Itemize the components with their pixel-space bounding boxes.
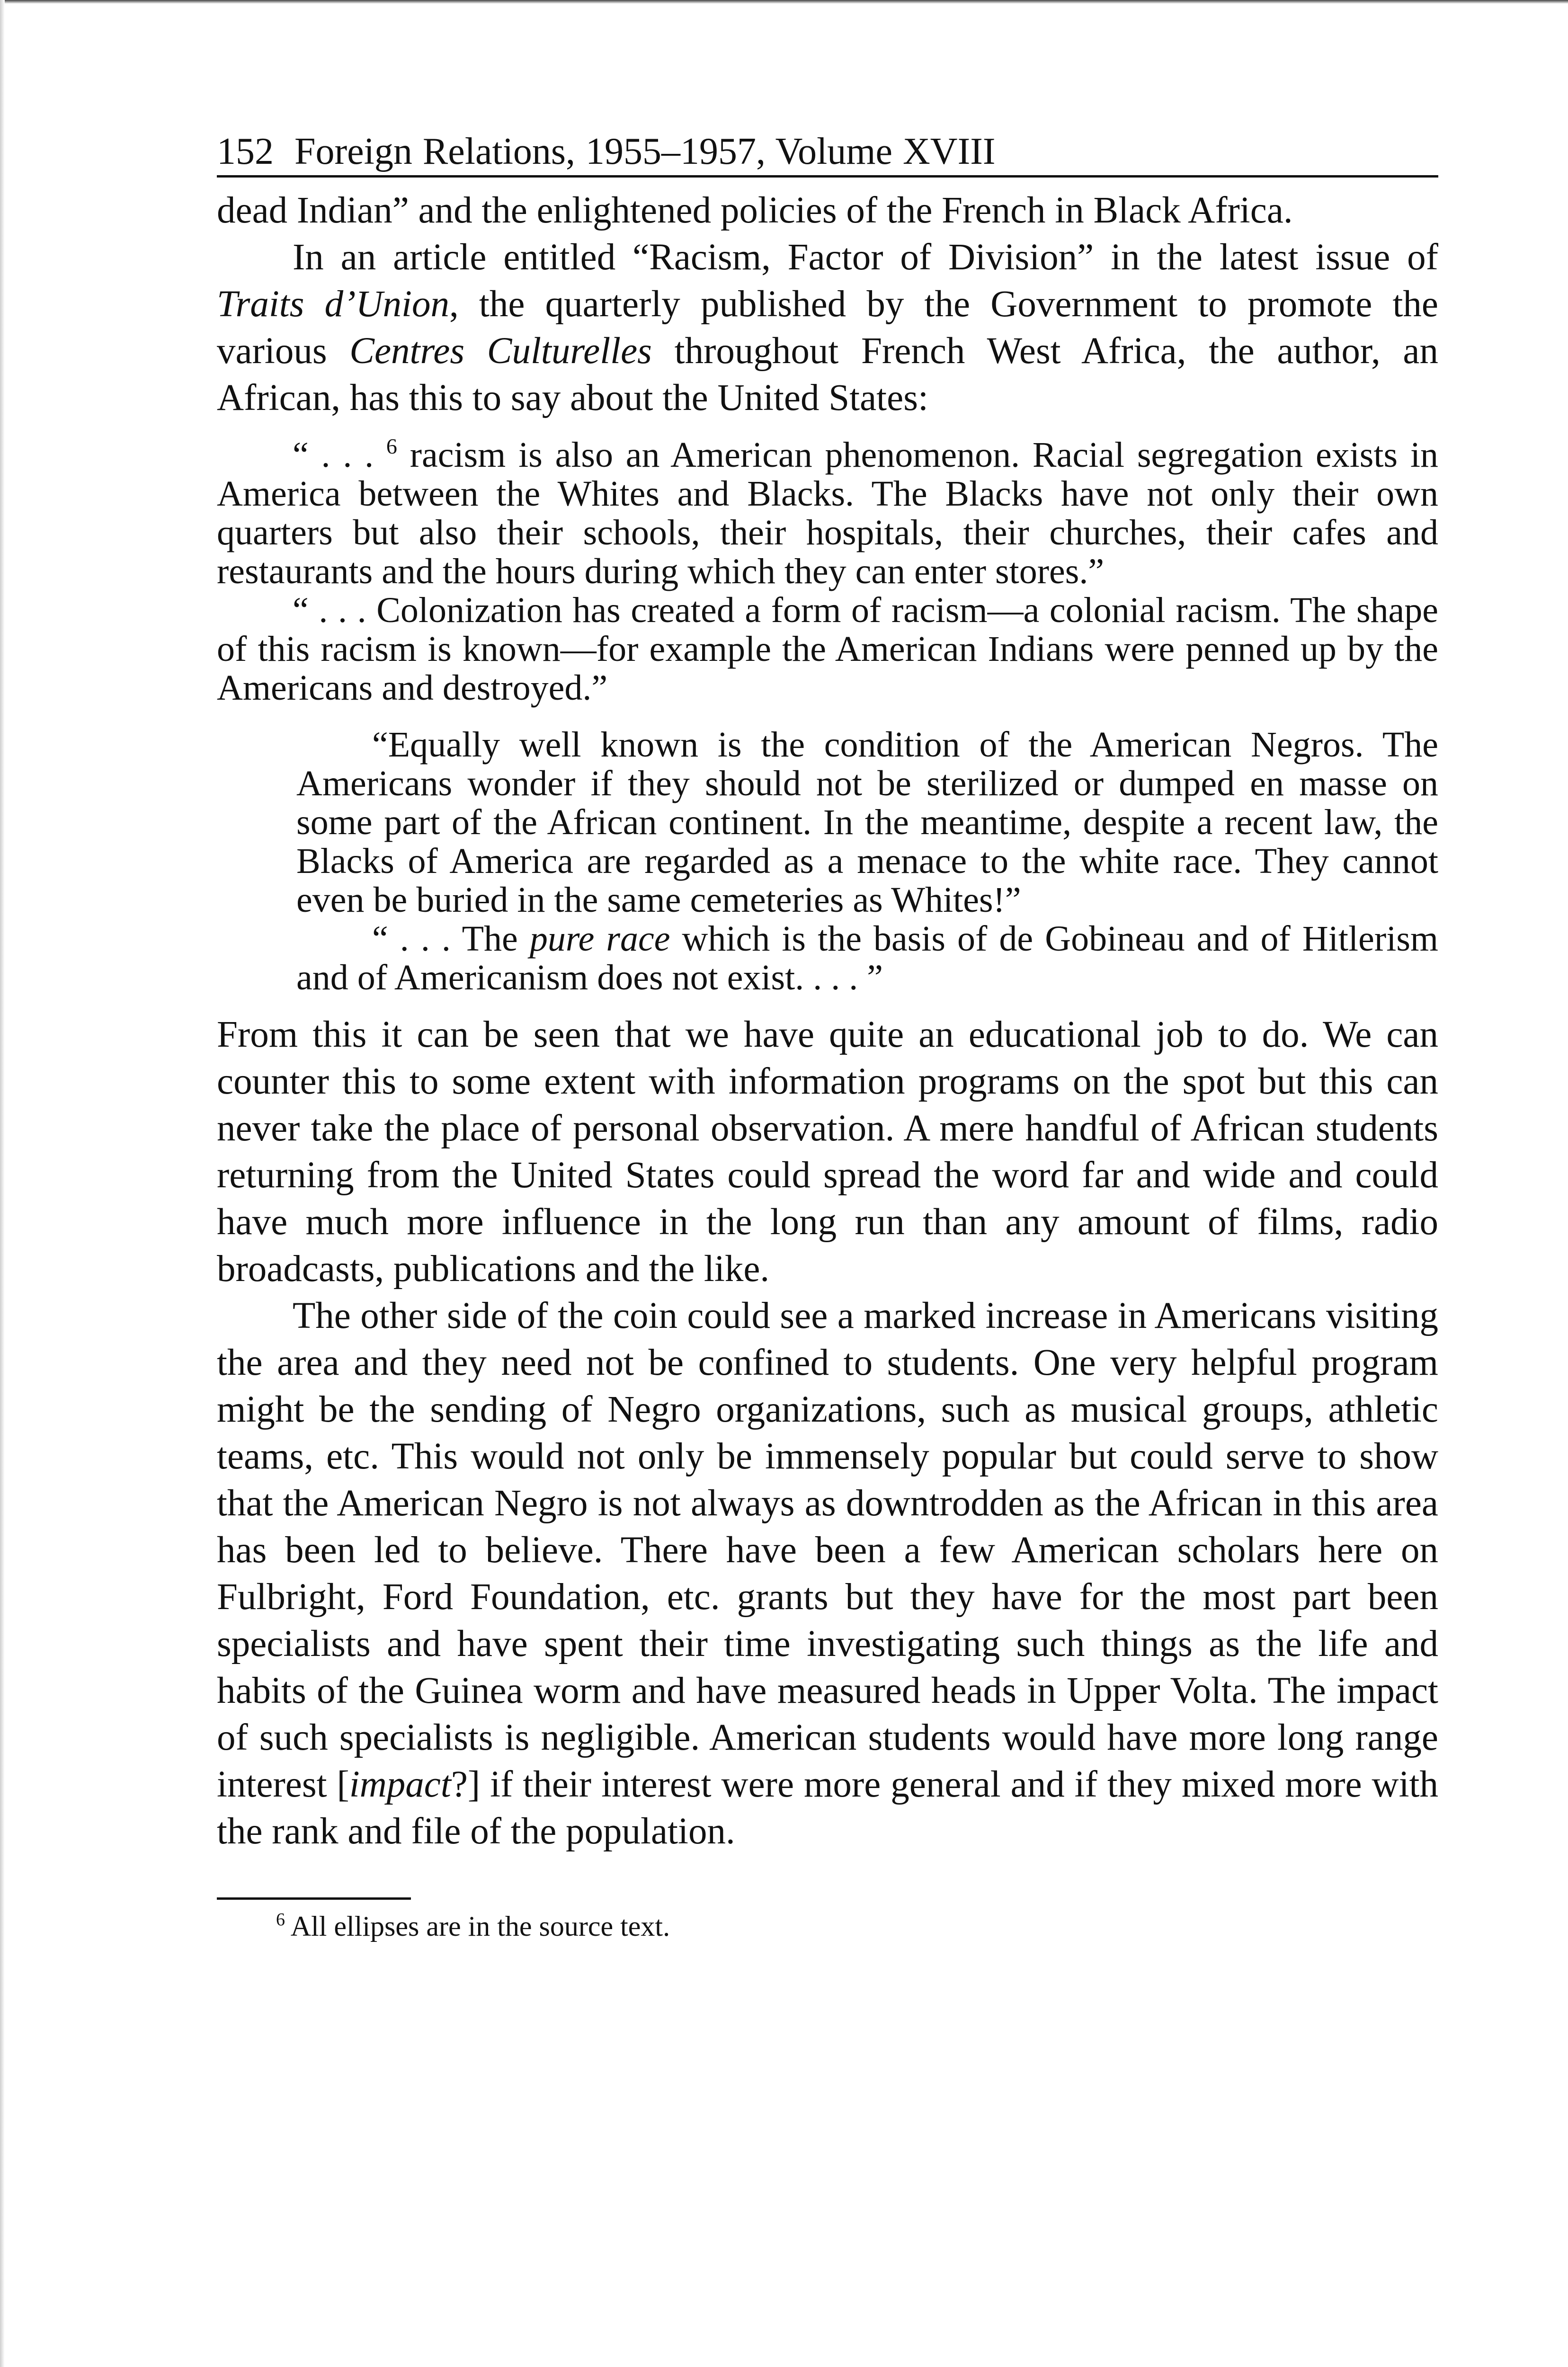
paragraph-4-text-b: ?] if their interest were more general and if they mixed more with the rank and file of the population. <box>217 1764 1438 1852</box>
paragraph-3: From this it can be seen that we have quite an educational job to do. We can counter this to some extent with information programs on the spot but this can never take the place of personal observation. A mere handful of African students returning from the United States could spread the word far and wide and could have much more influence in the long run than any amount of films, radio broadcasts, publications and the like. <box>217 1014 1438 1290</box>
quote-4 <box>296 919 1438 997</box>
quote-1-open: “ . . . <box>293 435 386 475</box>
quotation-block <box>217 436 1438 707</box>
page-left-edge <box>0 0 5 2367</box>
impact-term: impact <box>349 1764 451 1805</box>
quote-1-text: racism is also an American phenomenon. Racial segregation exists in America between the Whites and Blacks. The Blacks have not only their own quarters but also their schools, their hospitals, their churches, their cafes and restaurants and the hours during which they can enter stores.” <box>217 435 1438 591</box>
running-head <box>217 128 1438 178</box>
paragraph-4 <box>217 1292 1438 1855</box>
running-head-title: Foreign Relations, 1955–1957, Volume XVIII <box>294 131 996 172</box>
paragraph-2-text-a: In an article entitled “Racism, Factor of Division” in the latest issue of <box>293 237 1438 278</box>
paragraph-4-text-a: The other side of the coin could see a marked increase in Americans visiting the area and they need not be confined to students. One very helpful program might be the sending of Negro organizations, such as musical groups, athletic teams, etc. This would not only be immensely popular but could serve to show that the American Negro is not always as downtrodden as the African in this area has been led to believe. There have been a few American scholars here on Fulbright, Ford Foundation, etc. grants but they have for the most part been specialists and have spent their time investigating such things as the life and habits of the Guinea worm and have measured heads in Upper Volta. The impact of such specialists is negligible. American students would have more long range interest [ <box>217 1295 1438 1805</box>
pure-race-term: pure race <box>529 919 670 959</box>
footnote-number: 6 <box>276 1910 285 1930</box>
indented-quotation-block <box>296 725 1438 997</box>
quote-4-text-b: which is the basis of de Gobineau and of Hitlerism and of Americanism does not exist. . . . ” <box>296 919 1439 997</box>
page-content <box>217 128 1438 1945</box>
quote-1 <box>217 436 1438 591</box>
footnote-rule <box>217 1897 411 1900</box>
page-top-edge <box>0 0 1568 4</box>
publication-title: Traits d’Union <box>217 284 449 325</box>
page-number: 152 <box>217 131 274 172</box>
quote-3: “Equally well known is the condition of the American Negros. The Americans wonder if they should not be sterilized or dumped en masse on some part of the African continent. In the meantime, despite a recent law, the Blacks of America are regarded as a menace to the white race. They cannot even be buried in the same cemeteries as Whites!” <box>296 725 1438 920</box>
paragraph-1: dead Indian” and the enlightened policies of the French in Black Africa. <box>217 190 1293 231</box>
quote-4-text-a: “ . . . The <box>372 919 530 959</box>
paragraph-2 <box>217 234 1438 421</box>
paragraph-2-text-c: throughout French West Africa, the author, an African, has this to say about the United States: <box>217 330 1438 418</box>
footnote-text: All ellipses are in the source text. <box>285 1911 670 1942</box>
footnote-reference: 6 <box>386 434 397 458</box>
paragraph-2-text-b: , the quarterly published by the Government to promote the various <box>217 284 1438 372</box>
centres-culturelles: Centres Culturelles <box>349 330 652 372</box>
footnote <box>217 1907 1438 1945</box>
quote-2: “ . . . Colonization has created a form of racism—a colonial racism. The shape of this racism is known—for example the American Indians were penned up by the Americans and destroyed.” <box>217 590 1438 708</box>
